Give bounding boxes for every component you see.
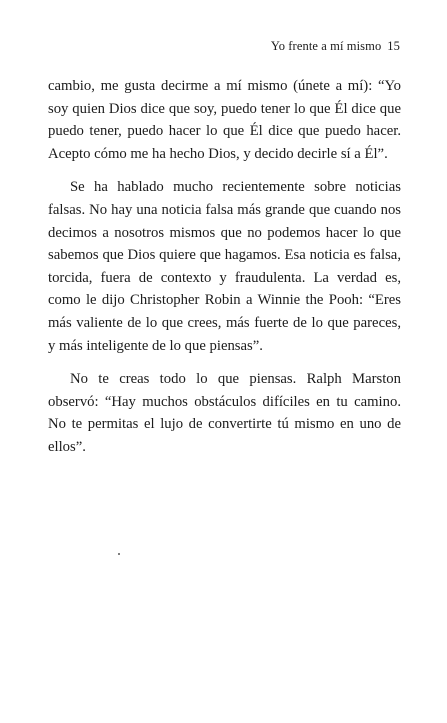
paragraph: No te creas todo lo que piensas. Ralph Marston observó: “Hay muchos obstáculos difíciles en tu camino. No te permitas el lujo de convertirte tú mismo en uno de ellos”. [48,371,401,455]
paragraph: Se ha hablado mucho recientemente sobre noticias falsas. No hay una noticia falsa más grande que cuando nos decimos a nosotros mismos que no podemos hacer lo que sabemos que Dios quiere que hagamos. Esa noticia es falsa, torcida, fuera de contexto y fraudulenta. La verdad es, como le dijo Christopher Robin a Winnie the Pooh: “Eres más valiente de lo que crees, más fuerte de lo que pareces, y más inteligente de lo que piensas”. [48,179,401,354]
print-speck [118,553,120,555]
running-head-title: Yo frente a mí mismo [270,39,382,53]
page-number: 15 [387,39,400,53]
running-head [271,39,400,54]
paragraph: cambio, me gusta decirme a mí mismo (únete a mí): “Yo soy quien Dios dice que soy, puedo tener lo que Él dice que puedo tener, puedo hacer lo que Él dice que puedo hacer. Acepto cómo me ha hecho Dios, y decido decirle sí a Él”. [48,78,401,162]
body-text [48,75,401,470]
